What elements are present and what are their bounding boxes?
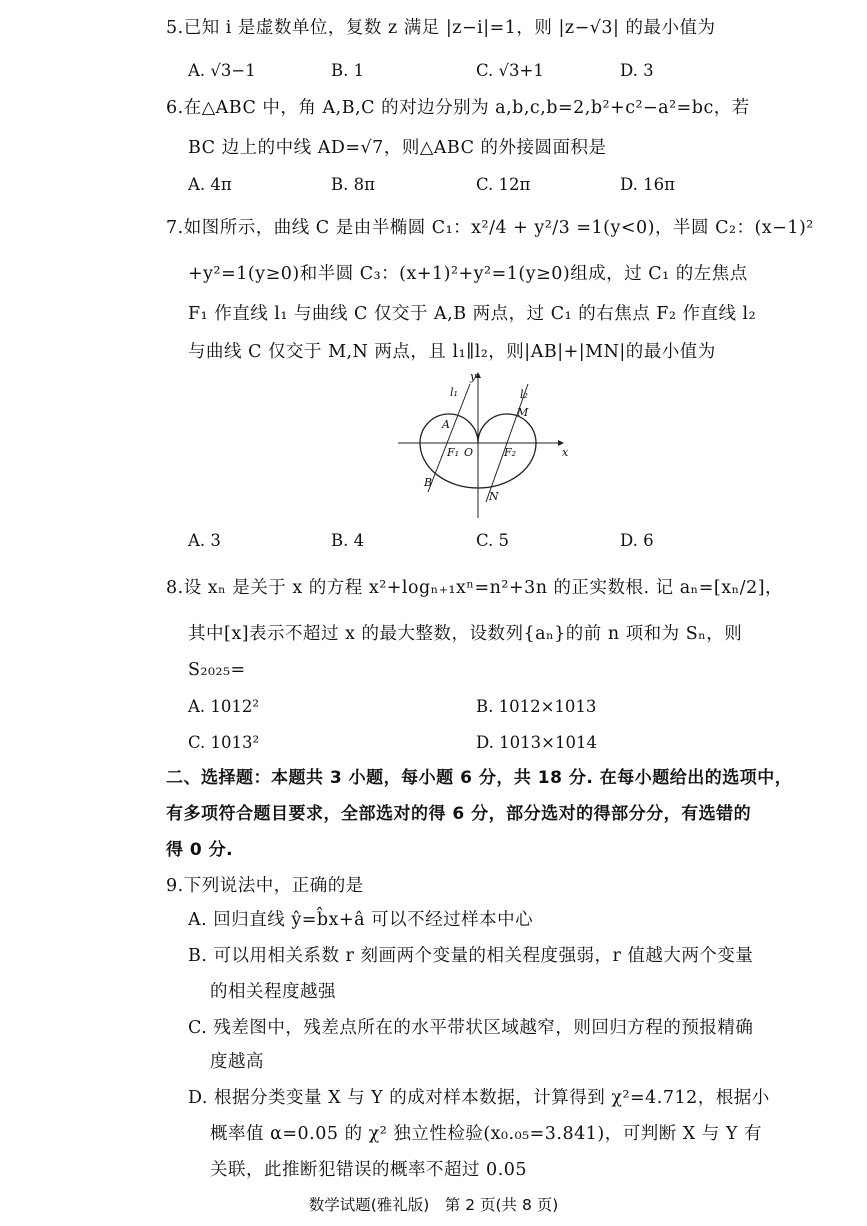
label-f1: F₁: [447, 446, 460, 459]
label-n: N: [489, 490, 499, 503]
q7-line-3: F₁ 作直线 l₁ 与曲线 C 仅交于 A,B 两点，过 C₁ 的右焦点 F₂ 作直线 l₂: [188, 304, 757, 324]
section-2-line-2: 有多项符合题目要求，全部选对的得 6 分，部分选对的得部分分，有选错的: [166, 804, 752, 824]
q8-option-a: A. 1012²: [188, 697, 260, 716]
q5-option-d: D. 3: [620, 61, 654, 80]
q6-line-2: BC 边上的中线 AD=√7，则△ABC 的外接圆面积是: [188, 138, 607, 158]
q8-option-c: C. 1013²: [188, 733, 260, 752]
q7-option-a: A. 3: [188, 531, 221, 550]
q6-option-d: D. 16π: [620, 175, 675, 194]
q6-option-a: A. 4π: [188, 175, 232, 194]
label-o: O: [464, 446, 474, 459]
q9-option-d-line-3: 关联，此推断犯错误的概率不超过 0.05: [210, 1160, 528, 1180]
line-l1: [428, 384, 470, 492]
q9-option-b-line-2: 的相关程度越强: [210, 982, 336, 1002]
label-m: M: [517, 406, 529, 419]
q9-option-d-line-1: D. 根据分类变量 X 与 Y 的成对样本数据，计算得到 χ²=4.712，根据小: [188, 1088, 770, 1108]
q8-option-d: D. 1013×1014: [476, 733, 597, 752]
q8-option-b: B. 1012×1013: [476, 697, 597, 716]
label-l2: l₂: [520, 388, 528, 401]
q5-option-c: C. √3+1: [476, 61, 544, 80]
q7-line-1: 7.如图所示，曲线 C 是由半椭圆 C₁：x²/4 + y²/3 =1(y<0)，半圆 C₂：(x−1)²: [166, 218, 814, 238]
q5-option-b: B. 1: [331, 61, 365, 80]
q6-line-1: 6.在△ABC 中，角 A,B,C 的对边分别为 a,b,c,b=2,b²+c²−a²=bc，若: [166, 98, 750, 118]
label-x: x: [562, 446, 569, 459]
page-footer: 数学试题(雅礼版) 第 2 页(共 8 页): [308, 1196, 559, 1214]
q7-line-4: 与曲线 C 仅交于 M,N 两点，且 l₁∥l₂，则|AB|+|MN|的最小值为: [188, 342, 716, 362]
q5-stem: 5.已知 i 是虚数单位，复数 z 满足 |z−i|=1，则 |z−√3| 的最小值为: [166, 18, 716, 38]
label-l1: l₁: [450, 386, 458, 399]
heart-curve-figure: [392, 372, 572, 522]
label-a: A: [442, 418, 450, 431]
q9-option-d-line-2: 概率值 α=0.05 的 χ² 独立性检验(x₀.₀₅=3.841)，可判断 X 与 Y 有: [210, 1124, 762, 1144]
q7-option-c: C. 5: [476, 531, 510, 550]
section-2-line-1: 二、选择题：本题共 3 小题，每小题 6 分，共 18 分. 在每小题给出的选项中，: [166, 768, 793, 788]
q8-line-3: S₂₀₂₅=: [188, 660, 246, 680]
q7-option-b: B. 4: [331, 531, 365, 550]
q8-line-1: 8.设 xₙ 是关于 x 的方程 x²+logₙ₊₁xⁿ=n²+3n 的正实数根. 记 aₙ=[xₙ/2]，: [166, 578, 784, 598]
q9-option-b-line-1: B. 可以用相关系数 r 刻画两个变量的相关程度强弱，r 值越大两个变量: [188, 946, 754, 966]
q6-option-c: C. 12π: [476, 175, 531, 194]
q6-option-b: B. 8π: [331, 175, 375, 194]
q8-line-2: 其中[x]表示不超过 x 的最大整数，设数列{aₙ}的前 n 项和为 Sₙ，则: [188, 624, 743, 644]
label-y: y: [470, 372, 477, 383]
label-f2: F₂: [504, 446, 517, 459]
q7-line-2: +y²=1(y≥0)和半圆 C₃：(x+1)²+y²=1(y≥0)组成，过 C₁ 的左焦点: [188, 264, 748, 284]
q9-option-c-line-2: 度越高: [210, 1052, 264, 1072]
q5-option-a: A. √3−1: [188, 61, 256, 80]
q7-option-d: D. 6: [620, 531, 654, 550]
section-2-line-3: 得 0 分.: [166, 840, 234, 860]
label-b: B: [424, 476, 433, 489]
q9-option-a: A. 回归直线 ŷ=b̂x+â 可以不经过样本中心: [188, 910, 534, 930]
q9-option-c-line-1: C. 残差图中，残差点所在的水平带状区域越窄，则回归方程的预报精确: [188, 1018, 754, 1038]
q9-stem: 9.下列说法中，正确的是: [166, 876, 364, 896]
